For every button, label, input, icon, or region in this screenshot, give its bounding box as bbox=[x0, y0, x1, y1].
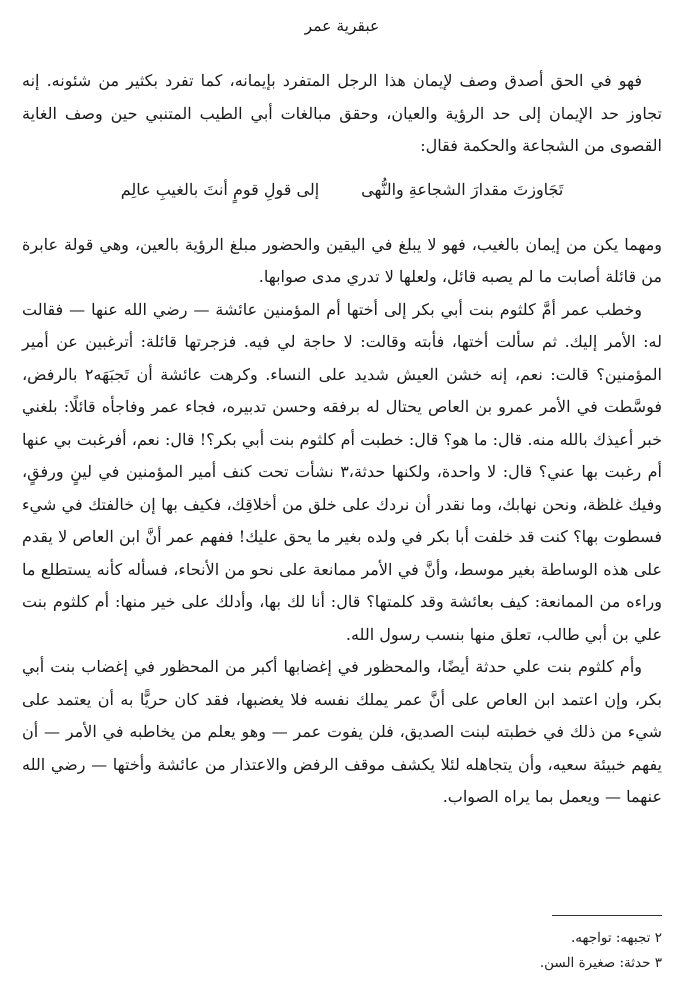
footnote-2: ٢ تجبهه: تواجهه. bbox=[571, 930, 662, 946]
footnote-divider bbox=[552, 915, 662, 916]
footnotes bbox=[22, 915, 662, 976]
paragraph-3: وخطب عمر أمَّ كلثوم بنت أبي بكر إلى أختها أم المؤمنين عائشة — رضي الله عنها — فقالت له: الأمر إليك. ثم سألت أختها، فأبته وقالت: لا حاجة لي فيه. فزجرتها قائلة: أترغبين عن أمير المؤمنين؟ قالت: نعم، إنه خشن العيش شديد على النساء. وكرهت عائشة أن تَجبَهَه٢ بالرفض، فوسَّطت في الأمر عمرو بن العاص يحتال له برفقه وحسن تدبيره، فجاء عمر وفاجأه قائلًا: بلغني خبر أعيذك بالله منه. قال: ما هو؟ قال: خطبت أم كلثوم بنت أبي بكر؟! قال: نعم، أفرغبت بي عنها أم رغبت بها عني؟ قال: لا واحدة، ولكنها حدثة،٣ نشأت تحت كنف أمير المؤمنين في لينٍ ورفقٍ، وفيك غلظة، ونحن نهابك، وما نقدر أن نردك على خلق من أخلاقِك، فكيف بها إن خالفتك في شيء فسطوت بها؟ كنت قد خلفت أبا بكر في ولده بغير ما يحق عليك! ففهم عمر أنَّ ابن العاص لا يقدم على هذه الوساطة بغير موسط، وأنَّ في الأمر ممانعة على نحو من الأنحاء، فسأله كأنه يستطلع ما وراءه من الممانعة: كيف بعائشة وقد كلمتها؟ قال: أنا لك بها، وأدلك على خير منها: أم كلثوم بنت علي بن أبي طالب، تعلق منها بنسب رسول الله. bbox=[22, 299, 663, 644]
paragraph-1: فهو في الحق أصدق وصف لإيمان هذا الرجل المتفرد بإيمانه، كما تفرد بكثير من شئونه. إنه تجاوز حد الإيمان إلى حد الرؤية والعيان، وحقق مبالغات أبي الطيب المتنبي حين وصف الغاية القصوى من الشجاعة والحكمة فقال: bbox=[22, 71, 662, 155]
running-header: عبقرية عمر bbox=[304, 17, 380, 35]
verse-hemistich-1: تَجَاوزتَ مقدارَ الشجاعةِ والنُّهى bbox=[361, 179, 564, 199]
paragraph-2: ومهما يكن من إيمان بالغيب، فهو لا يبلغ في اليقين والحضور مبلغ الرؤية بالعين، وهي قولة عابرة من قائلة أصابت ما لم يصبه قائل، ولعلها لا تدري مدى صوابها. bbox=[22, 234, 662, 286]
paragraph-4: وأم كلثوم بنت علي حدثة أيضًا، والمحظور في إغضابها أكبر من المحظور في إغضاب بنت أبي بكر، وإن اعتمد ابن العاص على أنَّ عمر يملك نفسه فلا يغضبها، فقد كان حريًّا به أن يعتمد على شيء من ذلك في خطبته لبنت الصديق، فلن يفوت عمر — وهو يعلم من يخاطبه في الأمر — أن يفهم خبيئة سعيه، وأن يتجاهله لئلا يكشف موقف الرفض والاعتذار من عائشة وأختها — رضي الله عنهما — ويعمل بما يراه الصواب. bbox=[22, 657, 663, 806]
footnote-3: ٣ حدثة: صغيرة السن. bbox=[539, 955, 662, 971]
body-text bbox=[22, 65, 662, 814]
verse-hemistich-2: إلى قولِ قومٍ أنتَ بالغيبِ عالِم bbox=[120, 179, 320, 199]
poetry-verse bbox=[22, 175, 662, 205]
